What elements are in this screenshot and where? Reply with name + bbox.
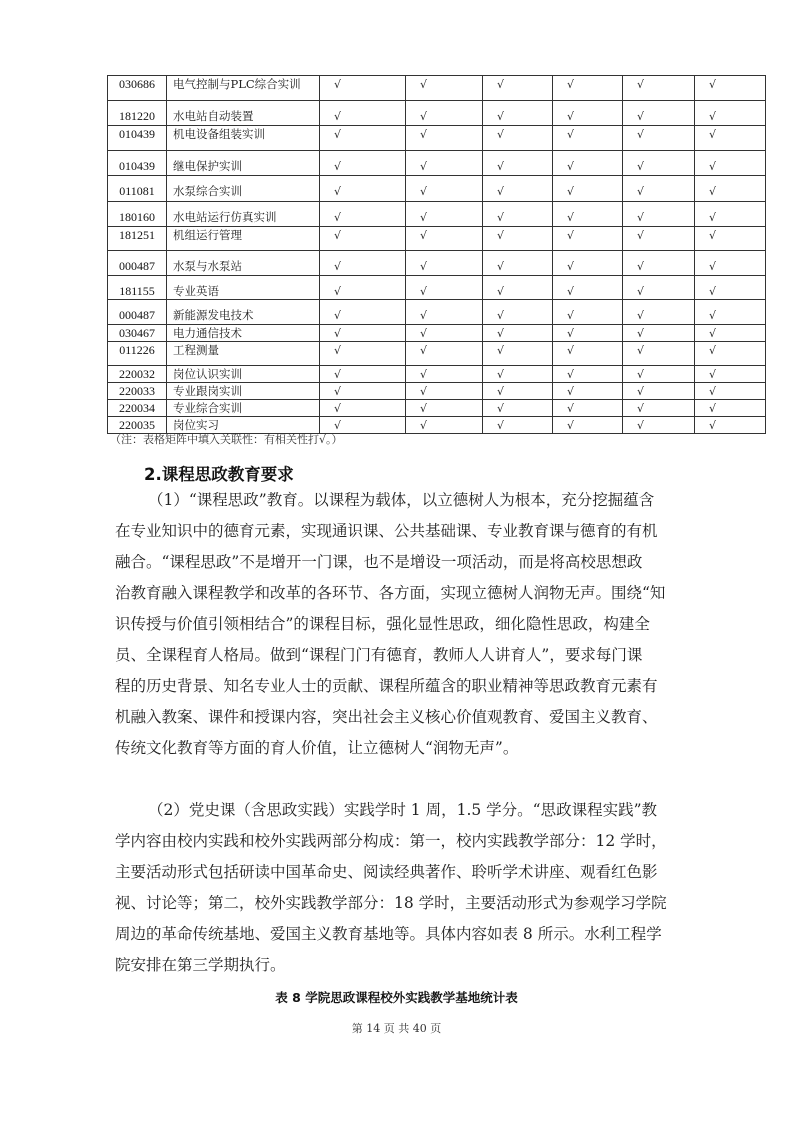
relevance-check-cell-text: √	[567, 78, 575, 91]
table-row	[108, 400, 766, 417]
relevance-check-cell-text: √	[334, 260, 342, 273]
table-row	[108, 342, 766, 366]
relevance-check-cell	[553, 176, 623, 202]
course-name-text: 专业综合实训	[173, 401, 242, 415]
relevance-check-cell	[406, 400, 483, 417]
relevance-check-cell-text: √	[709, 260, 717, 273]
relevance-check-cell-text: √	[709, 160, 717, 173]
relevance-check-cell-text: √	[420, 309, 428, 322]
paragraph-course-ideology	[115, 485, 675, 764]
table-row	[108, 251, 766, 276]
relevance-check-cell	[623, 227, 695, 251]
relevance-check-cell-text: √	[637, 327, 645, 340]
relevance-check-cell	[406, 176, 483, 202]
relevance-check-cell-text: √	[334, 211, 342, 224]
relevance-check-cell-text: √	[567, 160, 575, 173]
relevance-check-cell-text: √	[497, 368, 505, 381]
paragraph-party-history-practice	[115, 795, 675, 981]
relevance-check-cell-text: √	[497, 402, 505, 415]
relevance-check-cell-text: √	[497, 78, 505, 91]
relevance-check-cell	[483, 366, 553, 383]
course-name	[167, 383, 320, 400]
relevance-check-cell	[695, 101, 766, 126]
relevance-check-cell	[483, 325, 553, 342]
relevance-check-cell	[553, 342, 623, 366]
paragraph1-line: （1）“课程思政”教育。以课程为载体，以立德树人为根本，充分挖掘蕴含	[148, 491, 655, 509]
relevance-check-cell	[320, 251, 406, 276]
course-code-text: 181220	[119, 109, 155, 123]
relevance-check-cell	[695, 276, 766, 300]
course-code	[108, 325, 167, 342]
course-name-text: 水电站自动装置	[173, 109, 254, 123]
course-code-text: 011226	[119, 343, 155, 357]
relevance-check-cell-text: √	[497, 160, 505, 173]
table-note: （注：表格矩阵中填入关联性：有相关性打√。）	[110, 433, 343, 446]
relevance-check-cell	[406, 227, 483, 251]
relevance-check-cell	[320, 300, 406, 325]
relevance-check-cell	[320, 400, 406, 417]
relevance-check-cell-text: √	[637, 419, 645, 432]
relevance-check-cell	[553, 417, 623, 434]
relevance-check-cell	[553, 126, 623, 151]
course-name	[167, 325, 320, 342]
relevance-check-cell-text: √	[709, 385, 717, 398]
course-name-text: 岗位实习	[173, 418, 219, 432]
course-name-text: 水泵与水泵站	[173, 259, 242, 273]
relevance-check-cell	[623, 276, 695, 300]
relevance-check-cell	[553, 276, 623, 300]
relevance-check-cell	[623, 400, 695, 417]
relevance-check-cell	[320, 276, 406, 300]
table-row	[108, 325, 766, 342]
relevance-check-cell-text: √	[637, 110, 645, 123]
relevance-check-cell	[406, 76, 483, 101]
relevance-check-cell	[623, 342, 695, 366]
relevance-check-cell	[483, 417, 553, 434]
relevance-check-cell	[406, 342, 483, 366]
relevance-check-cell-text: √	[497, 309, 505, 322]
relevance-check-cell	[695, 126, 766, 151]
relevance-check-cell-text: √	[709, 327, 717, 340]
relevance-check-cell	[623, 202, 695, 227]
relevance-check-cell	[553, 325, 623, 342]
relevance-check-cell-text: √	[497, 229, 505, 242]
relevance-check-cell	[695, 76, 766, 101]
table-row	[108, 227, 766, 251]
relevance-check-cell	[553, 202, 623, 227]
course-name-text: 新能源发电技术	[173, 308, 254, 322]
relevance-check-cell-text: √	[567, 229, 575, 242]
course-code	[108, 342, 167, 366]
relevance-check-cell	[695, 176, 766, 202]
relevance-check-cell	[695, 325, 766, 342]
relevance-check-cell	[695, 417, 766, 434]
relevance-check-cell	[483, 176, 553, 202]
relevance-check-cell	[623, 300, 695, 325]
course-code-text: 010439	[119, 159, 155, 173]
course-name-text: 水泵综合实训	[173, 184, 242, 198]
page-footer: 第 14 页 共 40 页	[351, 1022, 442, 1035]
paragraph1-line: 机融入教案、课件和授课内容，突出社会主义核心价值观教育、爱国主义教育、	[115, 708, 658, 726]
relevance-check-cell	[320, 325, 406, 342]
relevance-check-cell	[320, 76, 406, 101]
paragraph2-line: 院安排在第三学期执行。	[115, 956, 286, 974]
relevance-check-cell	[483, 151, 553, 176]
relevance-check-cell	[623, 126, 695, 151]
course-name	[167, 126, 320, 151]
relevance-check-cell-text: √	[497, 110, 505, 123]
relevance-check-cell	[320, 366, 406, 383]
relevance-check-cell-text: √	[567, 185, 575, 198]
relevance-check-cell-text: √	[567, 385, 575, 398]
relevance-check-cell-text: √	[420, 78, 428, 91]
table-row	[108, 76, 766, 101]
relevance-check-cell-text: √	[334, 402, 342, 415]
relevance-check-cell	[406, 251, 483, 276]
course-code-text: 011081	[119, 184, 155, 198]
relevance-check-cell	[695, 383, 766, 400]
relevance-check-cell-text: √	[567, 344, 575, 357]
relevance-check-cell	[623, 101, 695, 126]
relevance-check-cell	[553, 101, 623, 126]
table-row	[108, 300, 766, 325]
course-name-text: 专业跟岗实训	[173, 384, 242, 398]
course-name-text: 机电设备组装实训	[173, 127, 265, 141]
relevance-check-cell	[406, 366, 483, 383]
table-row	[108, 101, 766, 126]
relevance-check-cell-text: √	[567, 402, 575, 415]
relevance-check-cell	[483, 383, 553, 400]
relevance-check-cell-text: √	[420, 327, 428, 340]
course-name	[167, 202, 320, 227]
course-code	[108, 227, 167, 251]
table-row	[108, 383, 766, 400]
course-name-text: 岗位认识实训	[173, 367, 242, 381]
relevance-check-cell	[406, 383, 483, 400]
relevance-check-cell-text: √	[497, 185, 505, 198]
relevance-check-cell-text: √	[709, 211, 717, 224]
relevance-check-cell-text: √	[637, 285, 645, 298]
course-code-text: 030467	[119, 326, 155, 340]
relevance-check-cell-text: √	[334, 344, 342, 357]
relevance-check-cell-text: √	[709, 78, 717, 91]
relevance-check-cell-text: √	[334, 285, 342, 298]
course-name	[167, 76, 320, 101]
relevance-check-cell	[483, 251, 553, 276]
relevance-check-cell-text: √	[420, 160, 428, 173]
relevance-check-cell-text: √	[637, 128, 645, 141]
relevance-check-cell	[623, 76, 695, 101]
course-code-text: 000487	[119, 259, 155, 273]
relevance-check-cell-text: √	[497, 211, 505, 224]
relevance-check-cell	[623, 417, 695, 434]
relevance-check-cell	[483, 202, 553, 227]
relevance-check-cell	[623, 151, 695, 176]
relevance-check-cell-text: √	[567, 211, 575, 224]
relevance-check-cell	[406, 300, 483, 325]
course-name	[167, 176, 320, 202]
course-code-text: 220034	[119, 401, 155, 415]
relevance-check-cell-text: √	[420, 285, 428, 298]
relevance-check-cell	[320, 227, 406, 251]
relevance-check-cell	[483, 101, 553, 126]
relevance-check-cell-text: √	[420, 260, 428, 273]
course-name	[167, 342, 320, 366]
relevance-check-cell	[695, 251, 766, 276]
course-code	[108, 126, 167, 151]
course-code-text: 181155	[119, 284, 155, 298]
relevance-check-cell	[320, 202, 406, 227]
relevance-check-cell-text: √	[709, 185, 717, 198]
relevance-check-cell-text: √	[334, 110, 342, 123]
course-code-text: 010439	[119, 127, 155, 141]
course-name	[167, 400, 320, 417]
relevance-check-cell-text: √	[709, 419, 717, 432]
course-code-text: 030686	[119, 77, 155, 91]
relevance-check-cell-text: √	[420, 368, 428, 381]
course-code-text: 220032	[119, 367, 155, 381]
relevance-check-cell-text: √	[637, 344, 645, 357]
relevance-check-cell	[406, 126, 483, 151]
relevance-check-cell	[623, 176, 695, 202]
relevance-check-cell-text: √	[709, 309, 717, 322]
paragraph1-line: 传统文化教育等方面的育人价值，让立德树人“润物无声”。	[115, 739, 519, 757]
relevance-check-cell	[553, 76, 623, 101]
table-8-caption: 表 8 学院思政课程校外实践教学基地统计表	[275, 990, 518, 1005]
relevance-check-cell	[553, 300, 623, 325]
table-row	[108, 276, 766, 300]
course-code	[108, 101, 167, 126]
paragraph2-line: 主要活动形式包括研读中国革命史、阅读经典著作、聆听学术讲座、观看红色影	[115, 863, 658, 881]
course-name	[167, 300, 320, 325]
relevance-check-cell-text: √	[637, 185, 645, 198]
course-name	[167, 251, 320, 276]
course-name	[167, 366, 320, 383]
relevance-check-cell-text: √	[420, 128, 428, 141]
course-name	[167, 227, 320, 251]
relevance-check-cell-text: √	[637, 211, 645, 224]
relevance-check-cell	[406, 151, 483, 176]
relevance-check-cell	[695, 300, 766, 325]
relevance-check-cell	[695, 400, 766, 417]
relevance-check-cell-text: √	[334, 185, 342, 198]
course-name-text: 专业英语	[173, 284, 219, 298]
relevance-check-cell	[695, 227, 766, 251]
relevance-check-cell-text: √	[334, 419, 342, 432]
relevance-check-cell	[553, 251, 623, 276]
course-code	[108, 300, 167, 325]
course-code-text: 181251	[119, 228, 155, 242]
course-code	[108, 202, 167, 227]
relevance-check-cell-text: √	[637, 368, 645, 381]
relevance-check-cell-text: √	[420, 402, 428, 415]
relevance-check-cell	[483, 76, 553, 101]
relevance-check-cell	[320, 176, 406, 202]
relevance-check-cell-text: √	[334, 128, 342, 141]
relevance-check-cell	[553, 383, 623, 400]
relevance-check-cell	[553, 400, 623, 417]
relevance-check-cell-text: √	[637, 309, 645, 322]
course-name-text: 机组运行管理	[173, 228, 242, 242]
relevance-check-cell-text: √	[420, 185, 428, 198]
relevance-check-cell	[553, 151, 623, 176]
course-name-text: 工程测量	[173, 343, 219, 357]
paragraph1-line: 治教育融入课程教学和改革的各环节、各方面，实现立德树人润物无声。围绕“知	[115, 584, 666, 602]
relevance-check-cell	[695, 151, 766, 176]
relevance-check-cell-text: √	[334, 385, 342, 398]
relevance-check-cell-text: √	[709, 110, 717, 123]
relevance-check-cell	[320, 383, 406, 400]
relevance-check-cell-text: √	[567, 368, 575, 381]
relevance-check-cell	[320, 151, 406, 176]
relevance-check-cell-text: √	[709, 368, 717, 381]
course-code	[108, 151, 167, 176]
table-row	[108, 176, 766, 202]
course-relevance-matrix	[107, 75, 766, 434]
relevance-check-cell-text: √	[709, 128, 717, 141]
relevance-check-cell-text: √	[420, 110, 428, 123]
relevance-check-cell-text: √	[334, 309, 342, 322]
course-name-text: 电力通信技术	[173, 326, 242, 340]
relevance-check-cell	[406, 202, 483, 227]
relevance-check-cell	[553, 366, 623, 383]
relevance-check-cell	[623, 383, 695, 400]
table-row	[108, 151, 766, 176]
relevance-check-cell-text: √	[637, 160, 645, 173]
section-heading: 2.课程思政教育要求	[144, 465, 294, 484]
relevance-check-cell-text: √	[420, 385, 428, 398]
course-code-text: 000487	[119, 308, 155, 322]
course-code	[108, 400, 167, 417]
relevance-check-cell	[483, 400, 553, 417]
relevance-check-cell	[483, 227, 553, 251]
relevance-check-cell-text: √	[567, 309, 575, 322]
relevance-check-cell-text: √	[567, 260, 575, 273]
course-code	[108, 366, 167, 383]
relevance-check-cell-text: √	[420, 419, 428, 432]
relevance-check-cell-text: √	[334, 327, 342, 340]
course-name-text: 电气控制与PLC综合实训	[173, 77, 301, 91]
course-name	[167, 276, 320, 300]
relevance-check-cell-text: √	[637, 385, 645, 398]
relevance-check-cell-text: √	[334, 160, 342, 173]
relevance-check-cell	[695, 366, 766, 383]
relevance-check-cell-text: √	[567, 285, 575, 298]
relevance-check-cell	[483, 300, 553, 325]
course-code-text: 220033	[119, 384, 155, 398]
relevance-check-cell	[695, 342, 766, 366]
relevance-check-cell-text: √	[334, 368, 342, 381]
relevance-check-cell	[483, 276, 553, 300]
relevance-check-cell-text: √	[497, 260, 505, 273]
relevance-check-cell-text: √	[567, 327, 575, 340]
relevance-check-cell	[623, 251, 695, 276]
relevance-check-cell-text: √	[709, 402, 717, 415]
relevance-check-cell	[553, 227, 623, 251]
paragraph2-line: （2）党史课（含思政实践）实践学时 1 周，1.5 学分。“思政课程实践”教	[148, 801, 658, 819]
relevance-check-cell-text: √	[497, 327, 505, 340]
relevance-check-cell	[623, 366, 695, 383]
relevance-check-cell	[320, 342, 406, 366]
course-name-text: 继电保护实训	[173, 159, 242, 173]
relevance-check-cell-text: √	[709, 229, 717, 242]
course-code	[108, 176, 167, 202]
relevance-check-cell	[483, 126, 553, 151]
course-code	[108, 383, 167, 400]
relevance-check-cell	[406, 276, 483, 300]
table-row	[108, 366, 766, 383]
course-code	[108, 276, 167, 300]
relevance-check-cell-text: √	[334, 229, 342, 242]
paragraph1-line: 员、全课程育人格局。做到“课程门门有德育，教师人人讲育人”，要求每门课	[115, 646, 643, 664]
table-row	[108, 126, 766, 151]
relevance-check-cell-text: √	[567, 110, 575, 123]
paragraph1-line: 融合。“课程思政”不是增开一门课，也不是增设一项活动，而是将高校思想政	[115, 553, 643, 571]
paragraph2-line: 周边的革命传统基地、爱国主义教育基地等。具体内容如表 8 所示。水利工程学	[115, 925, 662, 943]
paragraph1-line: 识传授与价值引领相结合”的课程目标，强化显性思政，细化隐性思政，构建全	[115, 615, 650, 633]
relevance-check-cell-text: √	[497, 385, 505, 398]
paragraph2-line: 学内容由校内实践和校外实践两部分构成：第一，校内实践教学部分：12 学时，	[115, 832, 667, 850]
course-name-text: 水电站运行仿真实训	[173, 210, 277, 224]
relevance-check-cell	[320, 101, 406, 126]
course-code	[108, 76, 167, 101]
course-code	[108, 251, 167, 276]
relevance-check-cell-text: √	[637, 229, 645, 242]
relevance-check-cell-text: √	[709, 285, 717, 298]
relevance-check-cell-text: √	[497, 128, 505, 141]
relevance-check-cell	[483, 342, 553, 366]
relevance-check-cell-text: √	[567, 419, 575, 432]
relevance-check-cell-text: √	[709, 344, 717, 357]
paragraph1-line: 在专业知识中的德育元素，实现通识课、公共基础课、专业教育课与德育的有机	[115, 522, 658, 540]
relevance-check-cell	[406, 325, 483, 342]
paragraph2-line: 视、讨论等；第二，校外实践教学部分：18 学时，主要活动形式为参观学习学院	[115, 894, 667, 912]
relevance-check-cell	[406, 417, 483, 434]
relevance-check-cell	[406, 101, 483, 126]
relevance-check-cell	[623, 325, 695, 342]
course-name	[167, 151, 320, 176]
table-row	[108, 202, 766, 227]
relevance-check-cell-text: √	[637, 260, 645, 273]
relevance-check-cell-text: √	[497, 419, 505, 432]
relevance-check-cell-text: √	[637, 402, 645, 415]
relevance-check-cell-text: √	[497, 285, 505, 298]
course-name	[167, 101, 320, 126]
relevance-check-cell	[320, 126, 406, 151]
course-code-text: 180160	[119, 210, 155, 224]
relevance-check-cell-text: √	[420, 344, 428, 357]
relevance-check-cell-text: √	[420, 211, 428, 224]
relevance-check-cell-text: √	[420, 229, 428, 242]
course-code-text: 220035	[119, 418, 155, 432]
relevance-check-cell-text: √	[497, 344, 505, 357]
paragraph1-line: 程的历史背景、知名专业人士的贡献、课程所蕴含的职业精神等思政教育元素有	[115, 677, 658, 695]
relevance-check-cell-text: √	[334, 78, 342, 91]
relevance-check-cell-text: √	[567, 128, 575, 141]
relevance-check-cell-text: √	[637, 78, 645, 91]
relevance-check-cell	[695, 202, 766, 227]
